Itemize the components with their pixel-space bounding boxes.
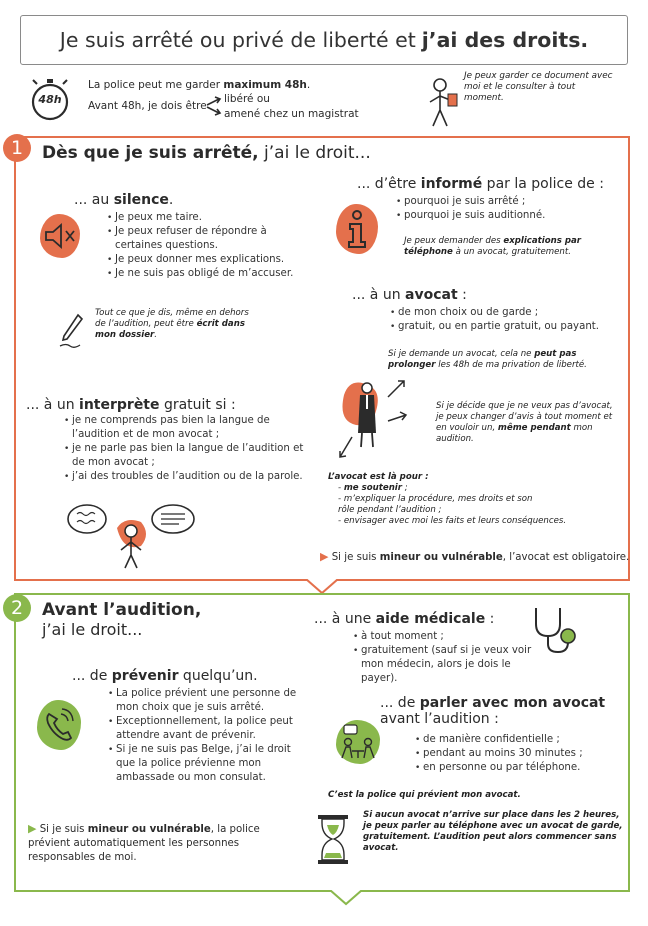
avocat-role-text: m’expliquer la procédure, mes droits et son rôle pendant l’audition ; [338, 494, 533, 515]
avocat-title-bold: avocat [405, 287, 458, 303]
silence-list [107, 211, 312, 281]
list-item: • Je peux me taire. [107, 211, 312, 225]
medicale-title-post: : [485, 611, 495, 627]
interprete-title-post: gratuit si : [159, 397, 236, 413]
list-item: • Si je ne suis pas Belge, j’ai le droit que la police prévienne mon ambassade ou mon consulat. [108, 743, 308, 785]
list-item: • je ne parle pas bien la langue de l’audition et de mon avocat ; [64, 442, 314, 470]
avocat-minor-post: , l’avocat est obligatoire. [502, 552, 630, 563]
informe-note [404, 236, 619, 258]
prevenir-list [108, 687, 308, 785]
prevenir-title [72, 668, 258, 684]
intro-line2: Avant 48h, je dois être [88, 100, 207, 112]
intro-option-libere: libéré ou [224, 93, 270, 105]
phone-icon [37, 700, 81, 750]
list-item: • pourquoi je suis arrêté ; [396, 195, 616, 209]
list-item: • je ne comprends pas bien la langue de l’audition et de mon avocat ; [64, 414, 314, 442]
avocat-title-pre: ... à un [352, 287, 406, 303]
avocat-role-text: envisager avec moi les faits et leurs conséquences. [343, 516, 567, 526]
intro-line1 [88, 78, 310, 92]
intro-line1-bold: maximum 48h [223, 79, 307, 91]
avocat-minor-bold: mineur ou vulnérable [379, 552, 503, 563]
title-main: Je suis arrêté ou privé de liberté et [59, 28, 416, 52]
avocat-note-prolonger [388, 349, 618, 371]
list-item: • Je ne suis pas obligé de m’accuser. [107, 267, 312, 281]
avocat-role-title: L’avocat est là pour : [328, 472, 429, 482]
info-icon [336, 204, 378, 254]
avocat-note1-pre: Si je demande un avocat, cela ne [388, 349, 535, 359]
intro-line1-post: . [306, 79, 311, 91]
prevenir-title-post: quelqu’un. [178, 668, 258, 684]
avocat-note1-bold: peut pas prolonger [388, 349, 577, 370]
section2-heading [42, 600, 201, 639]
medicale-title-pre: ... à une [314, 611, 376, 627]
section1-number-badge: 1 [3, 134, 31, 162]
avocat-role-item: - m’expliquer la procédure, mes droits et son rôle pendant l’audition ; [338, 494, 533, 515]
hourglass-icon [315, 813, 351, 867]
parler-title-pre: ... de [380, 695, 420, 711]
list-item: • j’ai des troubles de l’audition ou de la parole. [64, 470, 314, 484]
parler-title-line2: avant l’audition : [380, 711, 499, 727]
title-bold: j’ai des droits. [421, 28, 589, 52]
section1-heading-bold: Dès que je suis arrêté, [42, 143, 259, 163]
triangle-icon: ▶ [320, 550, 329, 563]
interprete-title [26, 397, 236, 413]
silence-note-post: . [154, 330, 158, 340]
list-item: • de mon choix ou de garde ; [390, 306, 620, 320]
interpreter-speech-icon [65, 500, 197, 570]
stethoscope-icon [528, 604, 580, 656]
prevenir-minor-pre: Si je suis [39, 824, 88, 835]
prevenir-minor-bold: mineur ou vulnérable [87, 824, 211, 835]
prevenir-title-bold: prévenir [111, 668, 179, 684]
section2-number-badge: 2 [3, 594, 31, 622]
list-item: • pourquoi je suis auditionné. [396, 209, 616, 223]
avocat-title [352, 287, 467, 303]
list-item: • en personne ou par téléphone. [415, 761, 625, 775]
list-item: • La police prévient une personne de mon choix que je suis arrêté. [108, 687, 308, 715]
silence-note-pre: Tout ce que je dis, même en dehors de l’audition, peut être [95, 308, 249, 329]
avocat-note2-pre: Si je décide que je ne veux pas d’avocat, je peux changer d’avis à tout moment et en vouloir un, [436, 401, 613, 433]
avocat-title-post: : [457, 287, 467, 303]
stopwatch-icon [28, 78, 72, 122]
list-item: • Je peux donner mes explications. [107, 253, 312, 267]
meeting-icon [336, 720, 380, 764]
medicale-list [353, 630, 545, 686]
avocat-note-changer [436, 401, 621, 445]
interprete-title-pre: ... à un [26, 397, 80, 413]
intro-line1-pre: La police peut me garder [88, 79, 224, 91]
list-item: • à tout moment ; [353, 630, 545, 644]
pen-icon [58, 313, 84, 353]
informe-list [396, 195, 616, 223]
avocat-role [328, 472, 628, 527]
avocat-list [390, 306, 620, 334]
list-item: • Exceptionnellement, la police peut attendre avant de prévenir. [108, 715, 308, 743]
arrows-icon [205, 95, 223, 121]
page-title [21, 16, 627, 64]
parler-title [380, 695, 605, 727]
informe-title-pre: ... d’être [357, 176, 421, 192]
title-banner [20, 15, 628, 65]
speaker-muted-icon [40, 214, 80, 258]
silence-note [95, 308, 255, 341]
avocat-role-item: - envisager avec moi les faits et leurs conséquences. [338, 516, 567, 526]
avocat-minor-note [320, 550, 629, 563]
list-item: • gratuit, ou en partie gratuit, ou payant. [390, 320, 620, 334]
silence-title-pre: ... au [74, 192, 114, 208]
list-item: • Je peux refuser de répondre à certaines questions. [107, 225, 312, 253]
list-item: • de manière confidentielle ; [415, 733, 625, 747]
avocat-minor-pre: Si je suis [331, 552, 380, 563]
interprete-title-bold: interprète [79, 397, 160, 413]
section1-heading [42, 143, 371, 163]
parler-title-bold: parler avec mon avocat [419, 695, 606, 711]
list-item: • pendant au moins 30 minutes ; [415, 747, 625, 761]
medicale-title [314, 611, 494, 627]
lawyer-illustration-icon [336, 375, 416, 460]
section1-heading-rest: j’ai le droit... [258, 143, 371, 163]
parler-note-2heures: Si aucun avocat n’arrive sur place dans les 2 heures, je peux parler au téléphone avec un avocat de garde, gratuitement. L’audition peut alors commencer sans avocat. [363, 810, 623, 853]
section2-pointer [330, 890, 362, 910]
silence-title-bold: silence [113, 192, 169, 208]
informe-note-post: à un avocat, gratuitement. [452, 247, 571, 257]
silence-note-bold: écrit dans mon dossier [95, 319, 245, 340]
prevenir-title-pre: ... de [72, 668, 112, 684]
avocat-role-text: ; [402, 483, 408, 493]
section2-heading-rest: j’ai le droit... [42, 620, 143, 639]
interprete-list [64, 414, 314, 484]
informe-note-pre: Je peux demander des [404, 236, 504, 246]
person-with-document-icon [420, 76, 460, 132]
avocat-note2-post: mon audition. [436, 423, 593, 444]
parler-note-police: C’est la police qui prévient mon avocat. [328, 790, 521, 800]
avocat-note1-post: les 48h de ma privation de liberté. [435, 360, 587, 370]
avocat-role-bold: me soutenir [343, 483, 402, 493]
medicale-title-bold: aide médicale [375, 611, 486, 627]
informe-title-post: par la police de : [482, 176, 604, 192]
informe-title [357, 176, 604, 192]
informe-note-bold: explications par téléphone [404, 236, 582, 257]
prevenir-minor-note [28, 822, 268, 865]
avocat-note2-bold: même pendant [497, 423, 571, 433]
avocat-role-item: - me soutenir ; [338, 483, 408, 493]
list-item: • gratuitement (sauf si je veux voir mon médecin, alors je dois le payer). [353, 644, 545, 686]
section2-heading-bold: Avant l’audition, [42, 600, 202, 620]
triangle-icon: ▶ [28, 822, 37, 835]
badge-48h: 48h [38, 93, 62, 106]
informe-title-bold: informé [420, 176, 483, 192]
silence-title [74, 192, 173, 208]
silence-title-post: . [168, 192, 174, 208]
intro-note: Je peux garder ce document avec moi et le consulter à tout moment. [464, 71, 613, 103]
prevenir-minor-post: , la police prévient automatiquement les personnes responsables de moi. [28, 824, 260, 863]
intro-option-magistrat: amené chez un magistrat [224, 108, 359, 120]
parler-list [415, 733, 625, 775]
